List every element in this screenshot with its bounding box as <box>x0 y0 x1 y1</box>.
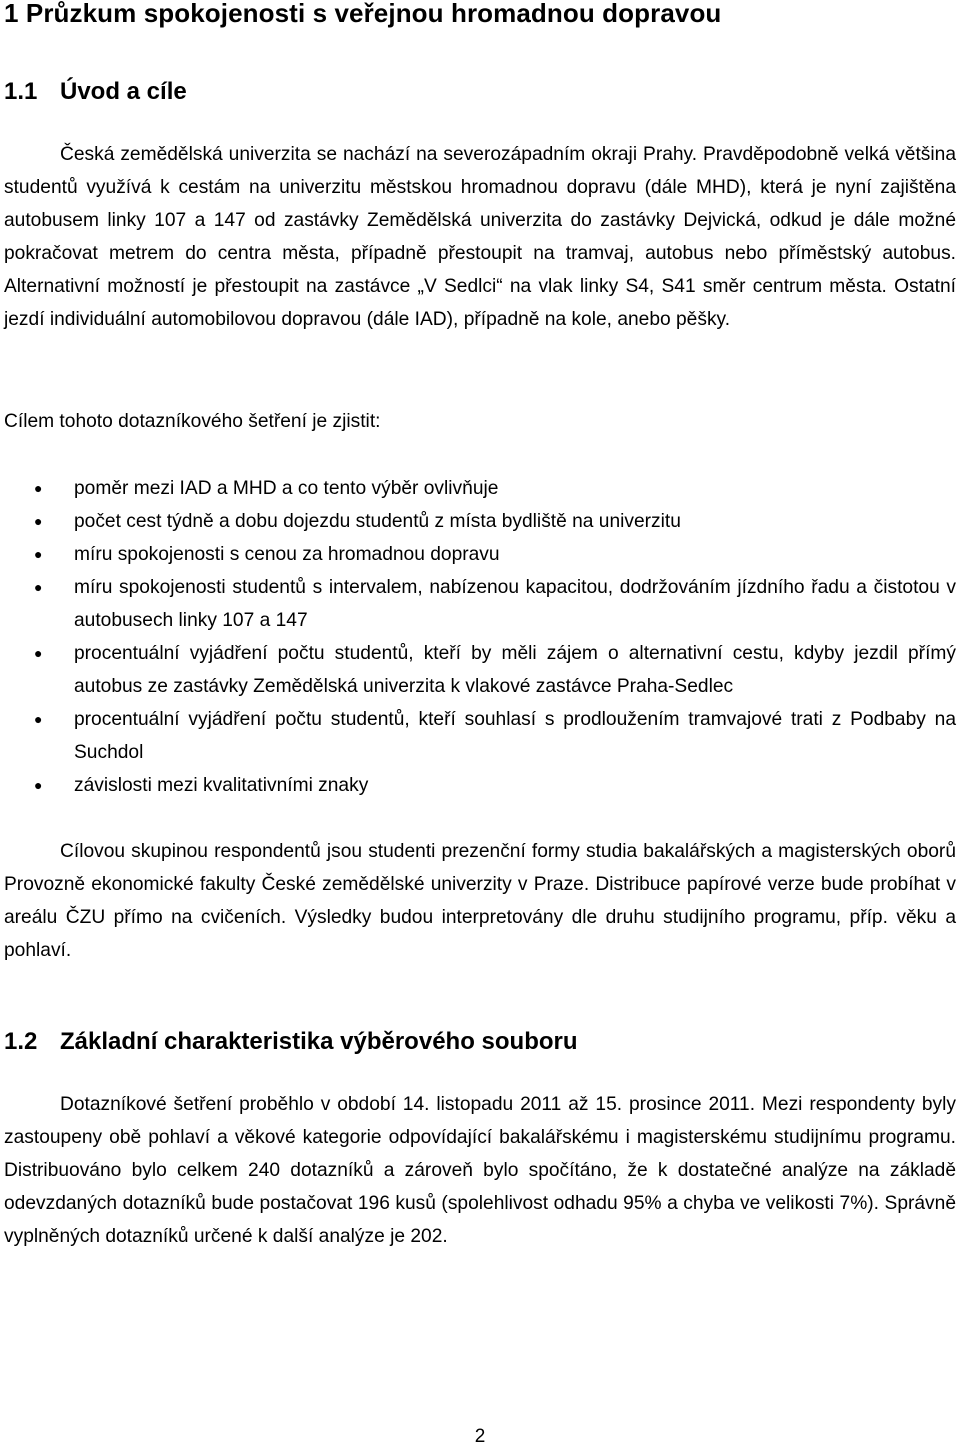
section-number: 1.2 <box>4 1028 38 1055</box>
bullet-icon: ● <box>34 777 43 793</box>
bullet-icon: ● <box>34 579 43 595</box>
page-number: 2 <box>474 1426 486 1447</box>
section-title: Základní charakteristika výběrového souboru <box>60 1028 578 1055</box>
section-title: Úvod a cíle <box>60 78 187 105</box>
list-item: ● procentuální vyjádření počtu studentů, kteří souhlasí s prodloužením tramvajové trati z Podbaby na Suchdol <box>0 703 956 769</box>
section-number: 1.1 <box>4 78 38 105</box>
bullet-icon: ● <box>34 645 43 661</box>
chapter-heading: 1 Průzkum spokojenosti s veřejnou hromadnou dopravou <box>4 0 722 28</box>
list-item: ● poměr mezi IAD a MHD a co tento výběr ovlivňuje <box>0 472 956 505</box>
goals-intro: Cílem tohoto dotazníkového šetření je zjistit: <box>4 411 381 432</box>
section-heading-1-1 <box>4 78 187 106</box>
sample-paragraph: Dotazníkové šetření proběhlo v období 14. listopadu 2011 až 15. prosince 2011. Mezi respondenty byly zastoupeny obě pohlaví a věkové kategorie odpovídající bakalářskému i magisterskému studijnímu programu. Distribuováno bylo celkem 240 dotazníků a zároveň bylo spočítáno, že k dostatečné analýze na základě odevzdaných dotazníků bude postačovat 196 kusů (spolehlivost odhadu 95% a chyba ve velikosti 7%). Správně vyplněných dotazníků určené k další analýze je 202. <box>4 1094 956 1247</box>
bullet-icon: ● <box>34 711 43 727</box>
bullet-icon: ● <box>34 546 43 562</box>
list-item: ● procentuální vyjádření počtu studentů, kteří by měli zájem o alternativní cestu, kdyby jezdil přímý autobus ze zastávky Zemědělská univerzita k vlakové zastávce Praha-Sedlec <box>0 637 956 703</box>
list-item: ● počet cest týdně a dobu dojezdu studentů z místa bydliště na univerzitu <box>0 505 956 538</box>
bullet-icon: ● <box>34 480 43 496</box>
section-heading-1-2 <box>4 1028 578 1056</box>
list-item: ● závislosti mezi kvalitativními znaky <box>0 769 956 802</box>
goals-list <box>0 472 956 802</box>
bullet-icon: ● <box>34 513 43 529</box>
list-item: ● míru spokojenosti studentů s intervalem, nabízenou kapacitou, dodržováním jízdního řadu a čistotou v autobusech linky 107 a 147 <box>0 571 956 637</box>
intro-paragraph: Česká zemědělská univerzita se nachází na severozápadním okraji Prahy. Pravděpodobně velká většina studentů využívá k cestám na univerzitu městskou hromadnou dopravu (dále MHD), která je nyní zajištěna autobusem linky 107 a 147 od zastávky Zemědělská univerzita do zastávky Dejvická, odkud je dále možné pokračovat metrem do centra města, případně přestoupit na tramvaj, autobus nebo příměstský autobus. Alternativní možností je přestoupit na zastávce „V Sedlci“ na vlak linky S4, S41 směr centrum města. Ostatní jezdí individuální automobilovou dopravou (dále IAD), případně na kole, anebo pěšky. <box>4 144 956 330</box>
target-group-paragraph: Cílovou skupinou respondentů jsou studenti prezenční formy studia bakalářských a magisterských oborů Provozně ekonomické fakulty České zemědělské univerzity v Praze. Distribuce papírové verze bude probíhat v areálu ČZU přímo na cvičeních. Výsledky budou interpretovány dle druhu studijního programu, příp. věku a pohlaví. <box>4 841 956 961</box>
list-item: ● míru spokojenosti s cenou za hromadnou dopravu <box>0 538 956 571</box>
